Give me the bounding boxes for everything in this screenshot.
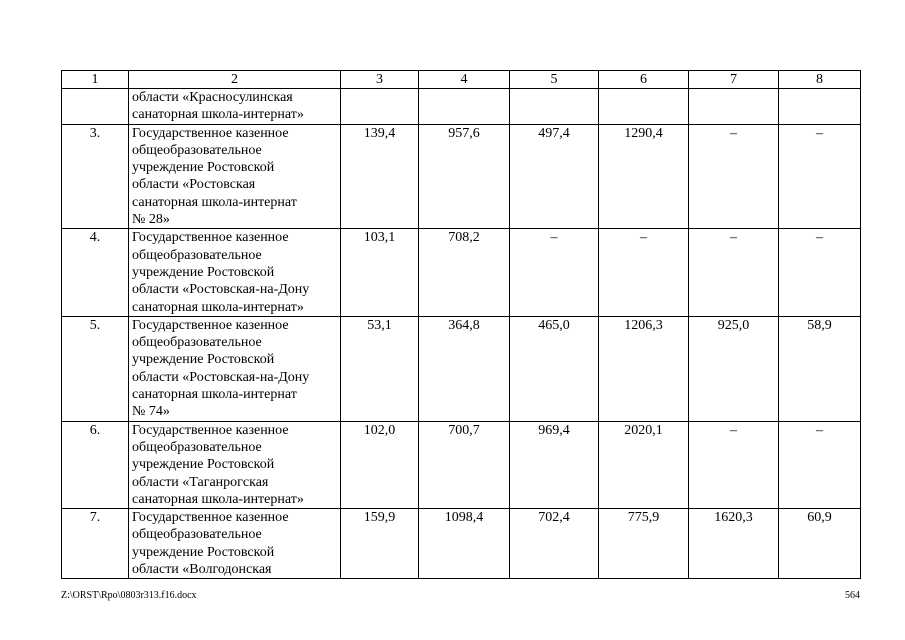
table-cell: 102,0 [341,421,419,508]
table-cell: 60,9 [779,509,861,579]
row-number: 6. [62,421,129,508]
table-row [62,509,861,579]
table-cell: 969,4 [510,421,599,508]
row-number: 7. [62,509,129,579]
table-cell: – [689,124,779,229]
table-cell: 957,6 [419,124,510,229]
table-cell: 159,9 [341,509,419,579]
row-number: 5. [62,316,129,421]
table-cell: 1206,3 [599,316,689,421]
row-number: 3. [62,124,129,229]
institution-name: Государственное казенное общеобразовательное учреждение Ростовской области «Волгодонская [129,509,341,579]
institution-name: Государственное казенное общеобразовательное учреждение Ростовской области «Ростовская-на-Дону санаторная школа-интернат № 74» [129,316,341,421]
table-cell: 103,1 [341,229,419,316]
column-header: 7 [689,71,779,89]
table-cell: 364,8 [419,316,510,421]
institution-name: Государственное казенное общеобразовательное учреждение Ростовской области «Таганрогская санаторная школа-интернат» [129,421,341,508]
table-cell: – [599,229,689,316]
table-cell: 1290,4 [599,124,689,229]
table-cell [341,89,419,125]
row-number [62,89,129,125]
column-header: 5 [510,71,599,89]
column-header: 6 [599,71,689,89]
column-header: 8 [779,71,861,89]
table-row [62,124,861,229]
table-cell: 700,7 [419,421,510,508]
column-header: 1 [62,71,129,89]
header-row [62,71,861,89]
table-cell: 2020,1 [599,421,689,508]
column-header: 4 [419,71,510,89]
institution-name: Государственное казенное общеобразовательное учреждение Ростовской области «Ростовская-на-Дону санаторная школа-интернат» [129,229,341,316]
column-header: 2 [129,71,341,89]
table-cell [689,89,779,125]
table-row [62,421,861,508]
table-cell: 708,2 [419,229,510,316]
budget-table [61,70,861,579]
table-cell: 1098,4 [419,509,510,579]
table-cell [599,89,689,125]
table-cell: 465,0 [510,316,599,421]
table-cell [779,89,861,125]
table-cell [510,89,599,125]
footer-file-path: Z:\ORST\Rpo\0803r313.f16.docx [61,590,197,601]
table-cell: 702,4 [510,509,599,579]
table-cell: – [689,229,779,316]
column-header: 3 [341,71,419,89]
table-cell: 139,4 [341,124,419,229]
table-cell: – [779,124,861,229]
table-cell: – [779,421,861,508]
table-cell: – [689,421,779,508]
table-cell: – [510,229,599,316]
table-cell: 925,0 [689,316,779,421]
table-cell: – [779,229,861,316]
institution-name: Государственное казенное общеобразовательное учреждение Ростовской области «Ростовская санаторная школа-интернат № 28» [129,124,341,229]
table-cell: 58,9 [779,316,861,421]
row-number: 4. [62,229,129,316]
table-row [62,229,861,316]
table-cell: 1620,3 [689,509,779,579]
footer-page-number: 564 [845,590,860,601]
institution-name: области «Красносулинская санаторная школа-интернат» [129,89,341,125]
table-cell: 497,4 [510,124,599,229]
table-row [62,89,861,125]
table-cell: 775,9 [599,509,689,579]
table-cell [419,89,510,125]
table-row [62,316,861,421]
table-cell: 53,1 [341,316,419,421]
